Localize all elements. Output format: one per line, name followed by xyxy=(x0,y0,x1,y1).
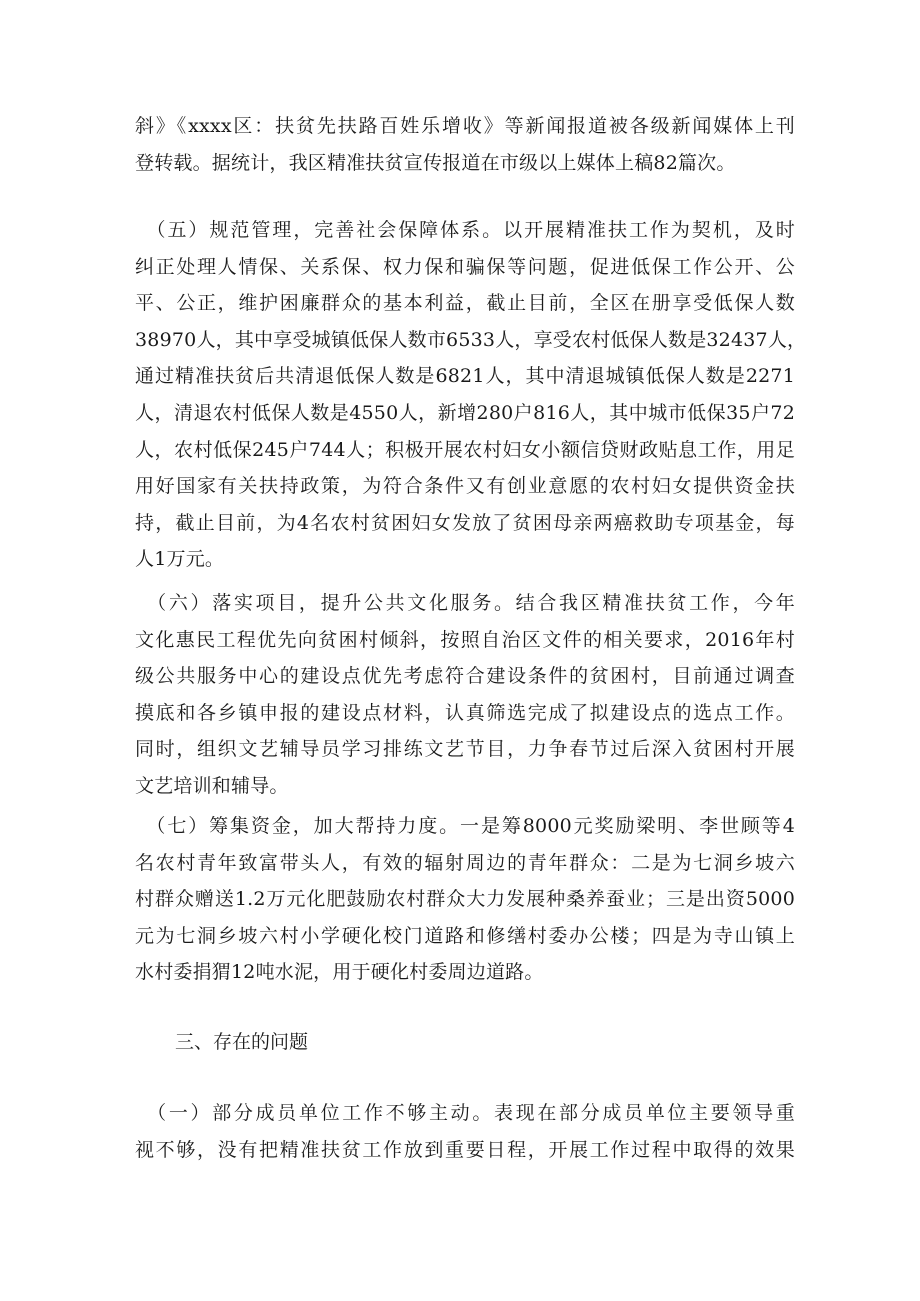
text-line: 名农村青年致富带头人，有效的辐射周边的青年群众：二是为七洞乡坡六 xyxy=(135,851,795,874)
text-line: 人，清退农村低保人数是4550人，新增280户816人，其中城市低保35户72 xyxy=(135,401,795,424)
text-line: 人，农村低保245户744人；积极开展农村妇女小额信贷财政贴息工作，用足 xyxy=(135,438,795,461)
text-line: （六）落实项目，提升公共文化服务。结合我区精准扶贫工作，今年 xyxy=(135,592,795,614)
paragraph-public-culture xyxy=(135,585,795,805)
text-line: 用好国家有关扶持政策，为符合条件又有创业意愿的农村妇女提供资金扶 xyxy=(135,475,795,498)
text-line: 级公共服务中心的建设点优先考虑符合建设条件的贫困村，目前通过调查 xyxy=(135,665,795,688)
text-line: 纠正处理人情保、关系保、权力保和骗保等问题，促进低保工作公开、公 xyxy=(135,255,795,278)
text-line: （五）规范管理，完善社会保障体系。以开展精准扶工作为契机，及时 xyxy=(135,219,795,241)
text-line: 持，截止目前，为4名农村贫困妇女发放了贫困母亲两癌救助专项基金，每 xyxy=(135,511,795,534)
text-line: 平、公正，维护困廉群众的基本利益，截止目前，全区在册享受低保人数 xyxy=(135,292,795,315)
text-line: 登转载。据统计，我区精准扶贫宣传报道在市级以上媒体上稿82篇次。 xyxy=(135,151,736,174)
text-line: 同时，组织文艺辅导员学习排练文艺节目，力争春节过后深入贫困村开展 xyxy=(135,738,795,761)
text-line: 文化惠民工程优先向贫困村倾斜，按照自治区文件的相关要求，2016年村 xyxy=(135,628,795,651)
paragraph-news-coverage xyxy=(135,108,795,181)
paragraph-member-units xyxy=(135,1095,795,1168)
text-line: 斜》《xxxx区：扶贫先扶路百姓乐增收》等新闻报道被各级新闻媒体上刊 xyxy=(135,115,795,137)
text-line: 元为七洞乡坡六村小学硬化校门道路和修缮村委办公楼；四是为寺山镇上 xyxy=(135,924,795,947)
text-line: 通过精准扶贫后共清退低保人数是6821人，其中清退城镇低保人数是2271 xyxy=(135,365,795,388)
section-heading-existing-problems: 三、存在的问题 xyxy=(175,1031,309,1053)
text-line: （七）筹集资金，加大帮持力度。一是筹8000元奖励梁明、李世顾等4 xyxy=(135,815,795,837)
text-line: 村群众赠送1.2万元化肥鼓励农村群众大力发展种桑养蚕业；三是出资5000 xyxy=(135,888,795,911)
paragraph-fundraising xyxy=(135,808,795,991)
text-line: 水村委捐猬12吨水泥，用于硬化村委周边道路。 xyxy=(135,961,544,984)
text-line: 视不够，没有把精准扶贫工作放到重要日程，开展工作过程中取得的效果 xyxy=(135,1138,795,1161)
text-line: 文艺培训和辅导。 xyxy=(135,774,289,797)
text-line: 38970人，其中享受城镇低保人数市6533人，享受农村低保人数是32437人， xyxy=(135,328,807,351)
text-line: 人1万元。 xyxy=(135,548,225,571)
paragraph-social-security xyxy=(135,212,807,578)
text-line: 摸底和各乡镇申报的建设点材料，认真筛选完成了拟建设点的选点工作。 xyxy=(135,701,795,724)
text-line: （一）部分成员单位工作不够主动。表现在部分成员单位主要领导重 xyxy=(135,1102,795,1124)
